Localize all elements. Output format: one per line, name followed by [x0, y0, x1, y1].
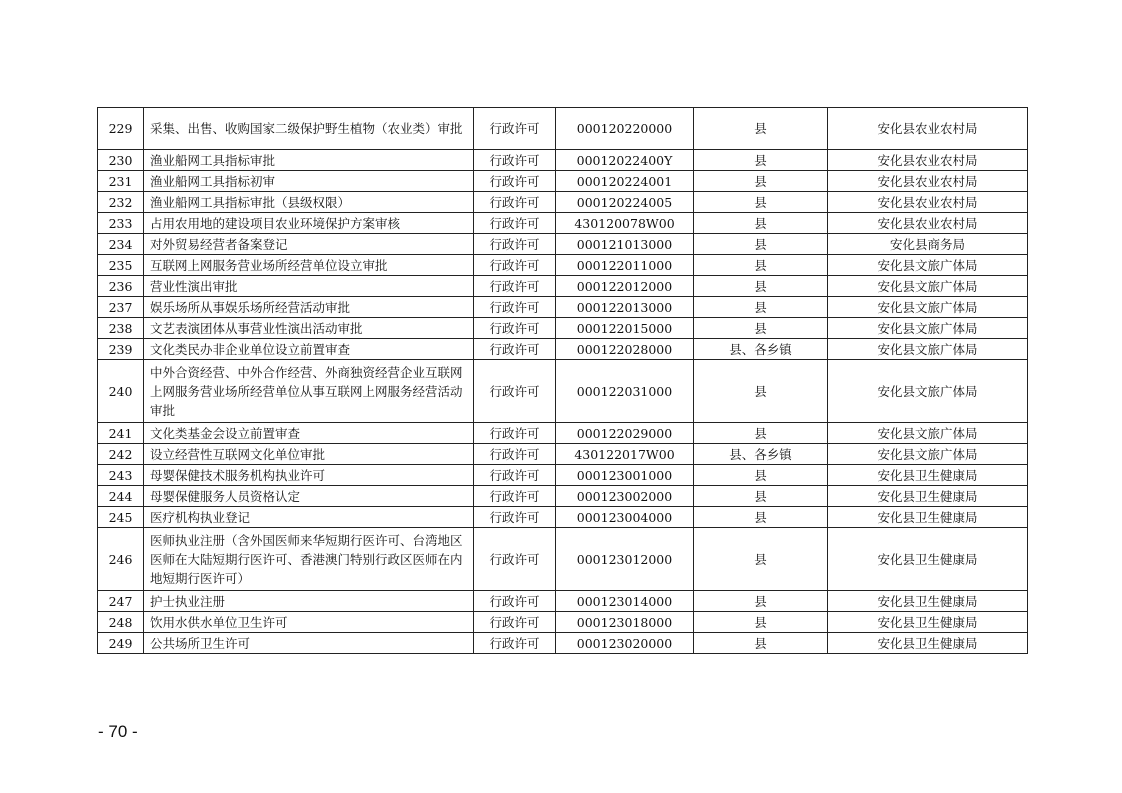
item-department: 安化县文旅广体局 [828, 255, 1028, 276]
table-row [98, 360, 1028, 423]
item-department: 安化县卫生健康局 [828, 507, 1028, 528]
item-department: 安化县文旅广体局 [828, 423, 1028, 444]
item-name: 渔业船网工具指标审批（县级权限） [144, 192, 474, 213]
item-level: 县、各乡镇 [694, 339, 828, 360]
item-level: 县 [694, 318, 828, 339]
item-department: 安化县农业农村局 [828, 171, 1028, 192]
item-code: 000123012000 [556, 528, 694, 591]
item-name: 娱乐场所从事娱乐场所经营活动审批 [144, 297, 474, 318]
item-name: 饮用水供水单位卫生许可 [144, 612, 474, 633]
row-number: 240 [98, 360, 144, 423]
table-row [98, 339, 1028, 360]
item-level: 县 [694, 276, 828, 297]
item-department: 安化县农业农村局 [828, 192, 1028, 213]
item-level: 县 [694, 171, 828, 192]
row-number: 233 [98, 213, 144, 234]
page-number: - 70 - [98, 722, 138, 741]
item-code: 000121013000 [556, 234, 694, 255]
item-name: 中外合资经营、中外合作经营、外商独资经营企业互联网上网服务营业场所经营单位从事互联网上网服务经营活动审批 [144, 360, 474, 423]
item-type: 行政许可 [474, 339, 556, 360]
item-name: 互联网上网服务营业场所经营单位设立审批 [144, 255, 474, 276]
item-name: 公共场所卫生许可 [144, 633, 474, 654]
item-type: 行政许可 [474, 444, 556, 465]
item-name: 母婴保健服务人员资格认定 [144, 486, 474, 507]
item-level: 县 [694, 423, 828, 444]
row-number: 236 [98, 276, 144, 297]
row-number: 242 [98, 444, 144, 465]
row-number: 243 [98, 465, 144, 486]
item-code: 000122011000 [556, 255, 694, 276]
item-type: 行政许可 [474, 465, 556, 486]
table-row [98, 297, 1028, 318]
item-level: 县 [694, 213, 828, 234]
table-row [98, 465, 1028, 486]
item-code: 00012022400Y [556, 150, 694, 171]
table-row [98, 234, 1028, 255]
item-name: 营业性演出审批 [144, 276, 474, 297]
item-type: 行政许可 [474, 297, 556, 318]
item-type: 行政许可 [474, 507, 556, 528]
row-number: 239 [98, 339, 144, 360]
row-number: 244 [98, 486, 144, 507]
table-row [98, 528, 1028, 591]
item-code: 000122028000 [556, 339, 694, 360]
item-type: 行政许可 [474, 486, 556, 507]
item-type: 行政许可 [474, 591, 556, 612]
item-name: 设立经营性互联网文化单位审批 [144, 444, 474, 465]
item-code: 000122029000 [556, 423, 694, 444]
item-department: 安化县文旅广体局 [828, 297, 1028, 318]
table-row [98, 591, 1028, 612]
item-level: 县 [694, 612, 828, 633]
table-row [98, 507, 1028, 528]
item-type: 行政许可 [474, 423, 556, 444]
item-name: 占用农用地的建设项目农业环境保护方案审核 [144, 213, 474, 234]
row-number: 248 [98, 612, 144, 633]
item-code: 430120078W00 [556, 213, 694, 234]
item-name: 采集、出售、收购国家二级保护野生植物（农业类）审批 [144, 108, 474, 150]
item-name: 渔业船网工具指标审批 [144, 150, 474, 171]
row-number: 249 [98, 633, 144, 654]
row-number: 235 [98, 255, 144, 276]
item-name: 渔业船网工具指标初审 [144, 171, 474, 192]
item-name: 医疗机构执业登记 [144, 507, 474, 528]
item-level: 县 [694, 255, 828, 276]
row-number: 237 [98, 297, 144, 318]
item-level: 县 [694, 465, 828, 486]
table-row [98, 318, 1028, 339]
table-row [98, 423, 1028, 444]
item-type: 行政许可 [474, 171, 556, 192]
item-level: 县 [694, 150, 828, 171]
table-row [98, 633, 1028, 654]
item-level: 县 [694, 234, 828, 255]
item-name: 母婴保健技术服务机构执业许可 [144, 465, 474, 486]
item-department: 安化县卫生健康局 [828, 465, 1028, 486]
row-number: 238 [98, 318, 144, 339]
table-row [98, 150, 1028, 171]
table-row [98, 108, 1028, 150]
item-type: 行政许可 [474, 213, 556, 234]
item-name: 文艺表演团体从事营业性演出活动审批 [144, 318, 474, 339]
item-department: 安化县商务局 [828, 234, 1028, 255]
item-type: 行政许可 [474, 360, 556, 423]
item-name: 对外贸易经营者备案登记 [144, 234, 474, 255]
row-number: 241 [98, 423, 144, 444]
item-department: 安化县文旅广体局 [828, 360, 1028, 423]
item-level: 县 [694, 528, 828, 591]
item-level: 县 [694, 507, 828, 528]
item-department: 安化县卫生健康局 [828, 591, 1028, 612]
item-code: 000123018000 [556, 612, 694, 633]
item-code: 000120220000 [556, 108, 694, 150]
item-name: 医师执业注册（含外国医师来华短期行医许可、台湾地区医师在大陆短期行医许可、香港澳门特别行政区医师在内地短期行医许可） [144, 528, 474, 591]
item-code: 000120224005 [556, 192, 694, 213]
item-code: 000122012000 [556, 276, 694, 297]
item-code: 000120224001 [556, 171, 694, 192]
item-level: 县 [694, 360, 828, 423]
item-code: 000122013000 [556, 297, 694, 318]
item-code: 000122015000 [556, 318, 694, 339]
table-row [98, 255, 1028, 276]
item-type: 行政许可 [474, 234, 556, 255]
item-department: 安化县卫生健康局 [828, 633, 1028, 654]
table-row [98, 171, 1028, 192]
item-department: 安化县农业农村局 [828, 213, 1028, 234]
item-type: 行政许可 [474, 612, 556, 633]
item-name: 护士执业注册 [144, 591, 474, 612]
item-level: 县 [694, 486, 828, 507]
table-row [98, 612, 1028, 633]
row-number: 231 [98, 171, 144, 192]
row-number: 229 [98, 108, 144, 150]
item-department: 安化县文旅广体局 [828, 276, 1028, 297]
item-type: 行政许可 [474, 528, 556, 591]
item-department: 安化县卫生健康局 [828, 486, 1028, 507]
item-code: 000123020000 [556, 633, 694, 654]
row-number: 247 [98, 591, 144, 612]
item-department: 安化县文旅广体局 [828, 339, 1028, 360]
item-level: 县 [694, 633, 828, 654]
table-row [98, 444, 1028, 465]
table-row [98, 486, 1028, 507]
item-department: 安化县农业农村局 [828, 150, 1028, 171]
item-level: 县 [694, 591, 828, 612]
table-row [98, 192, 1028, 213]
row-number: 230 [98, 150, 144, 171]
item-code: 430122017W00 [556, 444, 694, 465]
permit-table [97, 107, 1028, 654]
item-department: 安化县农业农村局 [828, 108, 1028, 150]
item-code: 000122031000 [556, 360, 694, 423]
item-name: 文化类民办非企业单位设立前置审查 [144, 339, 474, 360]
item-department: 安化县卫生健康局 [828, 612, 1028, 633]
item-department: 安化县卫生健康局 [828, 528, 1028, 591]
item-department: 安化县文旅广体局 [828, 318, 1028, 339]
item-code: 000123004000 [556, 507, 694, 528]
item-type: 行政许可 [474, 276, 556, 297]
item-level: 县 [694, 297, 828, 318]
item-name: 文化类基金会设立前置审查 [144, 423, 474, 444]
item-type: 行政许可 [474, 108, 556, 150]
item-type: 行政许可 [474, 150, 556, 171]
row-number: 245 [98, 507, 144, 528]
item-type: 行政许可 [474, 255, 556, 276]
item-type: 行政许可 [474, 633, 556, 654]
row-number: 232 [98, 192, 144, 213]
item-type: 行政许可 [474, 192, 556, 213]
item-level: 县 [694, 192, 828, 213]
item-code: 000123002000 [556, 486, 694, 507]
row-number: 234 [98, 234, 144, 255]
item-department: 安化县文旅广体局 [828, 444, 1028, 465]
item-code: 000123001000 [556, 465, 694, 486]
item-level: 县 [694, 108, 828, 150]
item-type: 行政许可 [474, 318, 556, 339]
item-code: 000123014000 [556, 591, 694, 612]
row-number: 246 [98, 528, 144, 591]
table-row [98, 213, 1028, 234]
item-level: 县、各乡镇 [694, 444, 828, 465]
table-row [98, 276, 1028, 297]
